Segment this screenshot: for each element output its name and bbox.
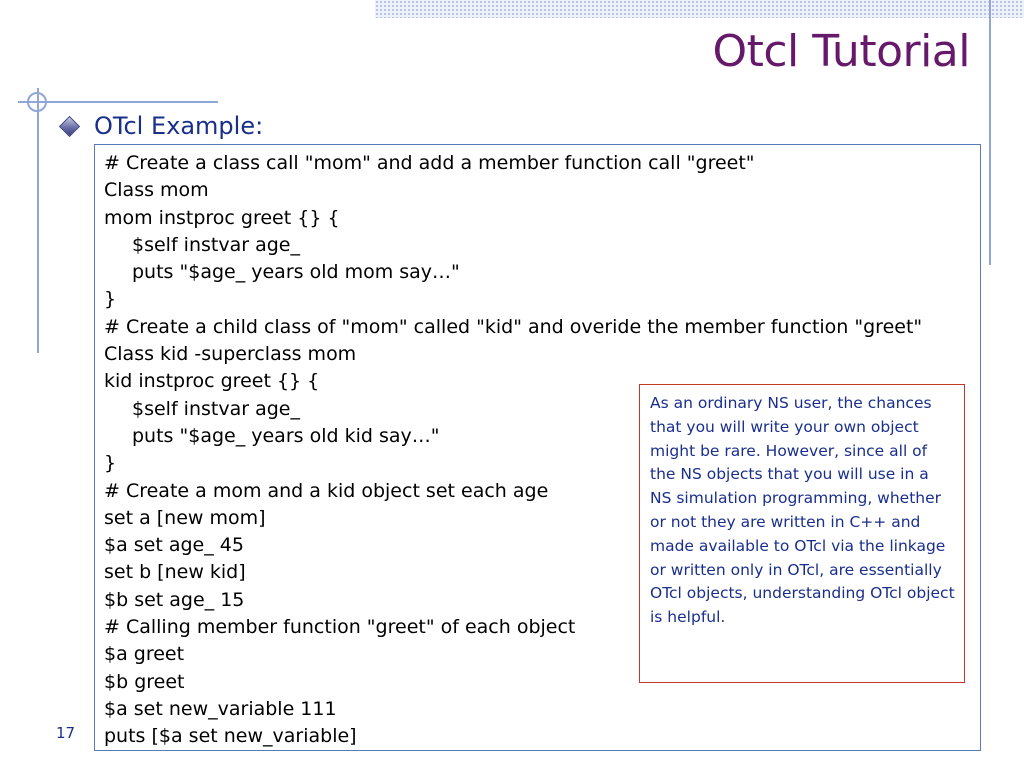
note-callout [639, 384, 965, 683]
code-line: kid instproc greet {} { [104, 370, 320, 393]
horizontal-decor-line [18, 101, 218, 103]
note-text: As an ordinary NS user, the chances that you will write your own object might be rare. However, since all of the NS objects that you will use in a NS simulation programming, whether or not they are written in C++ and made available to OTcl via the linkage or written only in OTcl, are essentially OTcl objects, understanding OTcl object is helpful. [650, 394, 955, 627]
left-decor-line [37, 88, 39, 353]
page-number: 17 [56, 724, 76, 742]
code-line: # Create a mom and a kid object set each age [104, 479, 549, 502]
code-line: } [104, 288, 117, 311]
code-line: # Create a child class of "mom" called "kid" and overide the member function "greet" [104, 315, 923, 338]
diamond-bullet-icon [59, 115, 80, 136]
code-line: $b greet [104, 670, 185, 693]
code-line: puts "$age_ years old kid say…" [132, 424, 440, 447]
code-line: } [104, 452, 117, 475]
code-line: $self instvar age_ [132, 233, 300, 256]
bullet-text: OTcl Example: [94, 112, 264, 140]
dotted-header-band [375, 0, 1024, 18]
code-line: # Create a class call "mom" and add a member function call "greet" [104, 152, 755, 174]
code-line: $b set age_ 15 [104, 588, 245, 611]
code-line: puts "$age_ years old mom say…" [132, 261, 460, 284]
code-line: $self instvar age_ [132, 397, 300, 420]
code-line: $a set age_ 45 [104, 534, 244, 557]
code-line: Class mom [104, 179, 209, 202]
code-line: set a [new mom] [104, 506, 266, 529]
code-line: # Calling member function "greet" of each object [104, 616, 576, 639]
slide-title: Otcl Tutorial [712, 26, 970, 77]
code-line: set b [new kid] [104, 561, 246, 584]
code-line: Class kid -superclass mom [104, 343, 357, 366]
code-line: mom instproc greet {} { [104, 206, 340, 229]
code-line: $a set new_variable 111 [104, 697, 337, 720]
right-decor-line [989, 0, 991, 265]
code-line: puts [$a set new_variable] [104, 725, 357, 748]
decor-circle [27, 92, 47, 112]
code-line: $a greet [104, 643, 185, 666]
bullet-item [62, 108, 263, 144]
